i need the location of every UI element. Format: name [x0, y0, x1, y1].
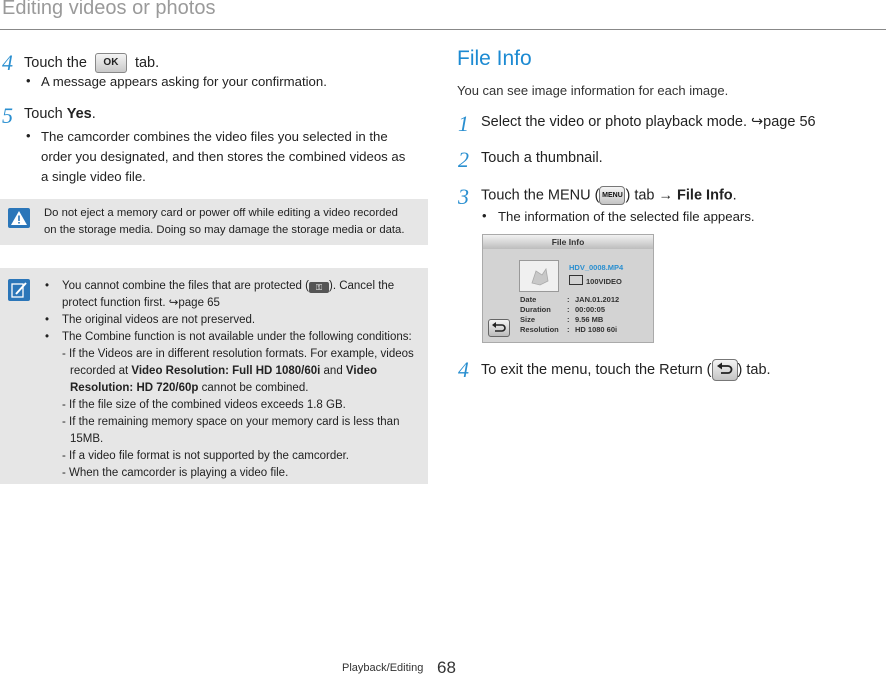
step-2-number: 2 — [458, 147, 469, 172]
step-3-text-post: . — [732, 187, 737, 204]
condition-line: - When the camcorder is playing a video file. — [62, 467, 289, 479]
warning-line: on the storage media. Doing so may damage the storage media or data. — [44, 224, 405, 236]
step-3-text-pre: Touch the MENU ( — [481, 187, 600, 204]
condition-line: - If the Videos are in different resolution formats. For example, videos — [62, 348, 414, 360]
note-b1-pre: You cannot combine the files that are protected ( — [62, 280, 309, 292]
info-label: Resolution — [520, 325, 559, 334]
step-3-text-bold: File Info — [677, 187, 733, 204]
info-colons: : : : : — [567, 295, 570, 334]
thumbnail-image — [519, 260, 559, 292]
protect-key-icon: ⚿ — [309, 282, 329, 293]
note-b1-post: ). Cancel the — [328, 280, 395, 292]
info-value: HD 1080 60i — [575, 325, 618, 334]
step-4-number: 4 — [2, 50, 13, 75]
step-3-text — [481, 186, 737, 205]
step-3-number: 3 — [458, 184, 469, 209]
note-b1-line2: protect function first. ↪page 65 — [62, 297, 220, 309]
folder-icon — [569, 275, 583, 285]
folder-name: 100VIDEO — [586, 277, 622, 286]
condition-text: cannot be combined. — [198, 382, 309, 394]
section-title: File Info — [457, 47, 532, 70]
step-1-text: Select the video or photo playback mode. ↪page 56 — [481, 114, 816, 130]
step-4b-text — [481, 359, 771, 381]
section-lead: You can see image information for each image. — [457, 83, 729, 98]
step-5-text — [24, 106, 96, 122]
condition-line: - If the remaining memory space on your memory card is less than — [62, 416, 400, 428]
file-name: HDV_0008.MP4 — [569, 263, 624, 272]
condition-line: - If a video file format is not supported by the camcorder. — [62, 450, 350, 462]
return-icon — [488, 319, 510, 337]
return-icon — [712, 359, 738, 381]
step-5-bullet-line: a single video file. — [41, 169, 146, 184]
step-5-bullet-line: order you designated, and then stores the combined videos as — [41, 149, 406, 164]
step-5-text-post: . — [91, 106, 96, 122]
note-bullet-3: The Combine function is not available under the following conditions: — [62, 331, 412, 343]
info-value: 9.56 MB — [575, 315, 604, 324]
info-value: 00:00:05 — [575, 305, 606, 314]
step-4b-number: 4 — [458, 357, 469, 382]
step-4-text-post: tab. — [134, 54, 160, 71]
folder-row — [569, 275, 622, 286]
condition-text: and — [320, 365, 346, 377]
bullet-icon: • — [45, 314, 50, 326]
warning-text — [44, 205, 426, 239]
bullet-icon: • — [26, 128, 31, 143]
condition-bold: Video Resolution: Full HD 1080/60i — [131, 365, 321, 377]
info-label: Duration — [520, 305, 551, 314]
bullet-icon: • — [45, 280, 50, 292]
note-bullet-1 — [62, 278, 424, 312]
step-4-bullet: A message appears asking for your confirmation. — [41, 74, 327, 89]
footer-section-label: Playback/Editing — [342, 662, 424, 674]
info-value: JAN.01.2012 — [575, 295, 620, 304]
header-divider — [0, 29, 886, 30]
step-5-bullet — [41, 127, 431, 187]
step-1-number: 1 — [458, 111, 469, 136]
note-bullet-2: The original videos are not preserved. — [62, 314, 256, 326]
info-labels — [520, 295, 559, 335]
screen-title: File Info — [483, 235, 653, 249]
page-header-title: Editing videos or photos — [2, 0, 216, 19]
ok-button-icon: OK — [95, 53, 127, 73]
menu-button-icon: MENU — [599, 186, 625, 205]
info-label: Date — [520, 295, 537, 304]
step-5-bullet-line: The camcorder combines the video files you selected in the — [41, 129, 388, 144]
step-5-text-bold: Yes — [66, 106, 92, 122]
step-5-text-pre: Touch — [24, 106, 67, 122]
step-3-text-mid: ) tab → — [625, 187, 678, 204]
condition-line: - If the file size of the combined videos exceeds 1.8 GB. — [62, 399, 346, 411]
bullet-icon: • — [26, 73, 31, 88]
bullet-icon: • — [45, 331, 50, 343]
step-4b-text-pre: To exit the menu, touch the Return ( — [481, 361, 712, 378]
warning-line: Do not eject a memory card or power off while editing a video recorded — [44, 207, 398, 219]
condition-text: recorded at — [70, 365, 132, 377]
info-label: Size — [520, 315, 536, 324]
note-pencil-icon — [8, 279, 30, 306]
info-values — [575, 295, 619, 335]
step-4b-text-post: ) tab. — [737, 361, 771, 378]
warning-triangle-icon — [8, 208, 30, 233]
step-5-number: 5 — [2, 103, 13, 128]
step-4-text — [24, 53, 159, 73]
page-number: 68 — [437, 658, 456, 677]
step-4-text-pre: Touch the — [24, 54, 87, 71]
condition-line: 15MB. — [70, 433, 104, 445]
file-info-screen — [482, 234, 654, 343]
step-2-text: Touch a thumbnail. — [481, 150, 603, 166]
note-conditions — [62, 346, 426, 482]
condition-bold: Video — [345, 365, 378, 377]
step-3-bullet: The information of the selected file appears. — [498, 209, 755, 224]
bullet-icon: • — [482, 208, 487, 223]
condition-bold: Resolution: HD 720/60p — [70, 382, 199, 394]
